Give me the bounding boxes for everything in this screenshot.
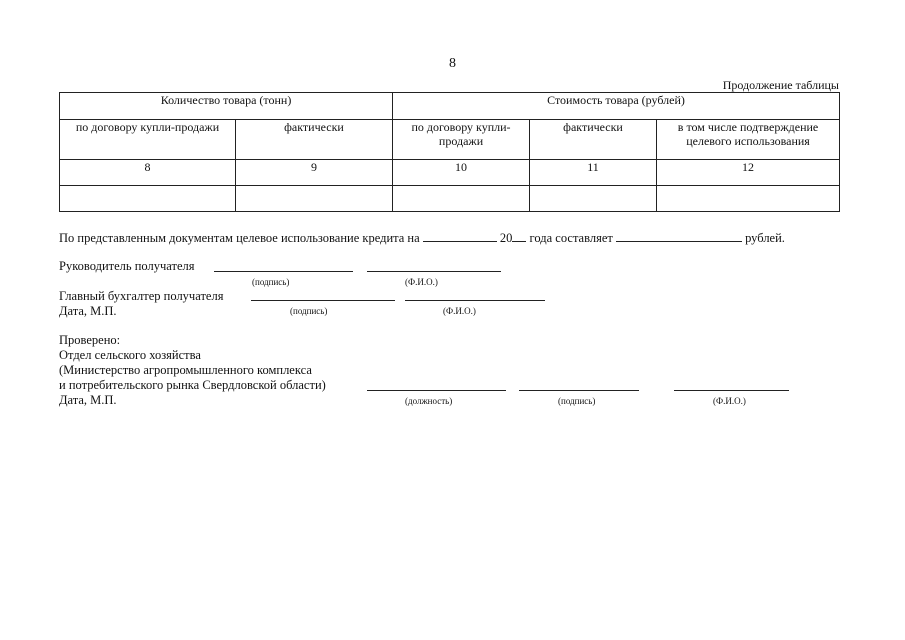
ministry-label-line1: (Министерство агропромышленного комплекса	[59, 363, 312, 377]
cost-group-header: Стоимость товара (рублей)	[393, 93, 840, 120]
table-row	[60, 186, 840, 212]
fio-caption: (Ф.И.О.)	[713, 396, 746, 406]
fio-caption: (Ф.И.О.)	[443, 306, 476, 316]
table-cell[interactable]	[530, 186, 657, 212]
table-cell[interactable]	[236, 186, 393, 212]
checked-title: Проверено:	[59, 333, 121, 347]
ministry-label-line2: и потребительского рынка Свердловской области)	[59, 378, 326, 392]
goods-table	[59, 92, 840, 212]
accountant-fio-line[interactable]	[405, 300, 545, 301]
column-number: 8	[60, 160, 236, 186]
position-caption: (должность)	[405, 396, 453, 406]
signature-caption: (подпись)	[290, 306, 328, 316]
column-header: фактически	[530, 120, 657, 160]
accountant-label: Главный бухгалтер получателя	[59, 289, 224, 303]
signature-caption: (подпись)	[558, 396, 596, 406]
statement-text: рублей.	[745, 231, 785, 245]
column-number-row	[60, 160, 840, 186]
statement-text: года составляет	[529, 231, 613, 245]
table-cell[interactable]	[393, 186, 530, 212]
period-field[interactable]	[423, 230, 497, 242]
table-column-header-row	[60, 120, 840, 160]
column-number: 12	[657, 160, 840, 186]
column-header: по договору купли-продажи	[60, 120, 236, 160]
signature-caption: (подпись)	[252, 277, 290, 287]
date-stamp-label: Дата, М.П.	[59, 393, 117, 407]
amount-field[interactable]	[616, 230, 742, 242]
table-continuation-label: Продолжение таблицы	[722, 78, 839, 92]
table-cell[interactable]	[657, 186, 840, 212]
fio-caption: (Ф.И.О.)	[405, 277, 438, 287]
position-line[interactable]	[367, 390, 506, 391]
head-fio-line[interactable]	[367, 271, 501, 272]
column-header: по договору купли-продажи	[393, 120, 530, 160]
head-label: Руководитель получателя	[59, 259, 195, 273]
date-stamp-label: Дата, М.П.	[59, 304, 117, 318]
head-signature-line[interactable]	[214, 271, 353, 272]
page-number: 8	[449, 56, 456, 71]
department-label: Отдел сельского хозяйства	[59, 348, 201, 362]
table-cell[interactable]	[60, 186, 236, 212]
quantity-group-header: Количество товара (тонн)	[60, 93, 393, 120]
column-number: 10	[393, 160, 530, 186]
column-header: в том числе подтверждение целевого использования	[657, 120, 840, 160]
column-number: 11	[530, 160, 657, 186]
column-number: 9	[236, 160, 393, 186]
column-header: фактически	[236, 120, 393, 160]
accountant-signature-line[interactable]	[251, 300, 395, 301]
table-group-header-row	[60, 93, 840, 120]
checked-signature-line[interactable]	[519, 390, 639, 391]
year-field[interactable]	[512, 230, 526, 242]
statement-text: По представленным документам целевое использование кредита на	[59, 231, 420, 245]
usage-statement	[59, 230, 785, 246]
checked-fio-line[interactable]	[674, 390, 789, 391]
statement-year-prefix: 20	[499, 231, 513, 245]
